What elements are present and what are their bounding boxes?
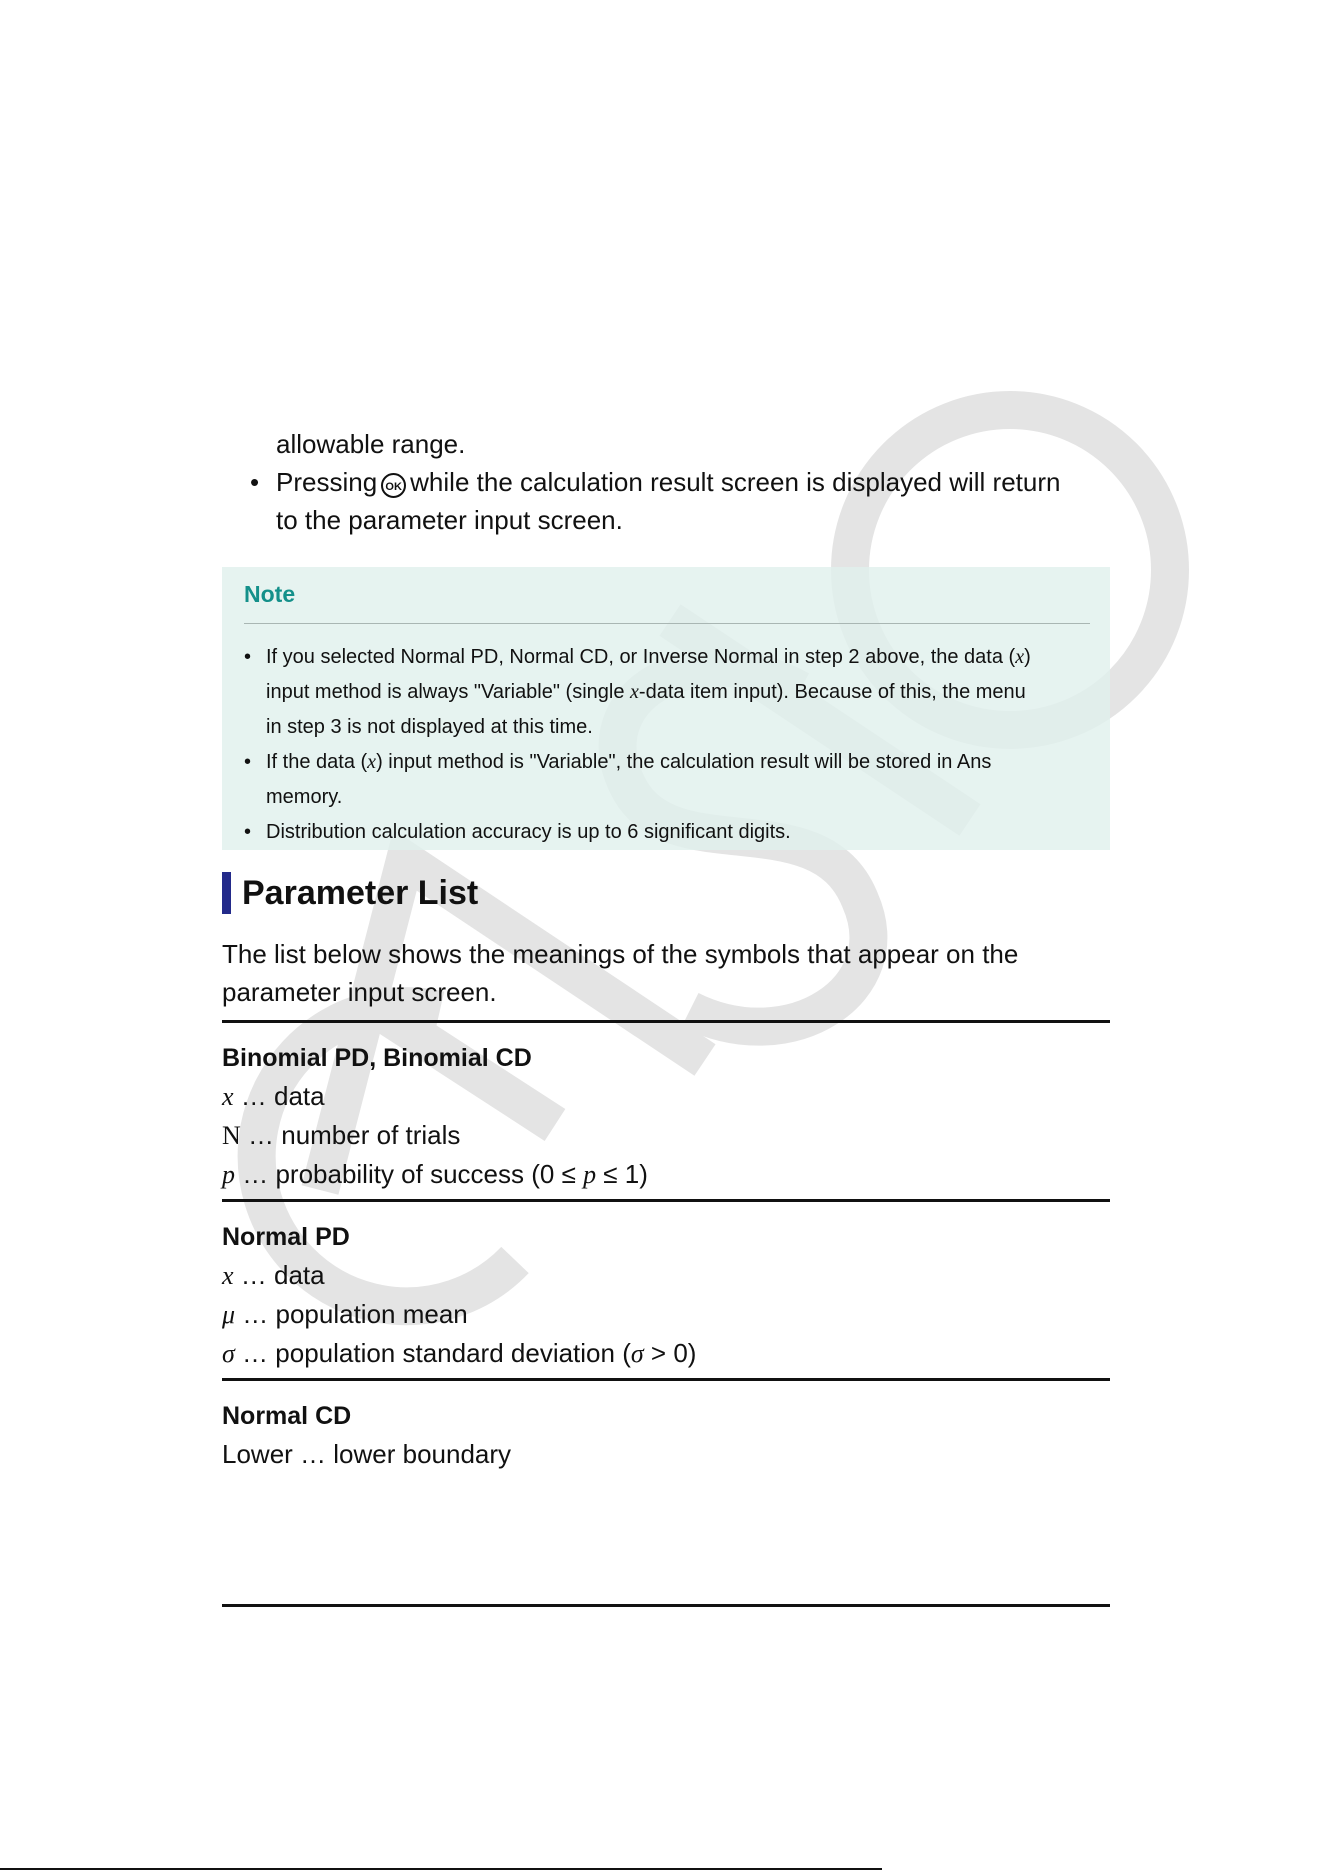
note-title: Note: [244, 581, 296, 607]
note-text: ) input method is "Variable", the calculation result will be stored in Ans: [376, 751, 992, 773]
bullet-text: Pressing: [276, 467, 378, 497]
math-var: p: [583, 1160, 597, 1189]
math-var: μ: [222, 1300, 236, 1329]
note-text: memory.: [266, 786, 343, 808]
heading-accent-bar: [222, 872, 231, 914]
param-line: [222, 1295, 1110, 1334]
note-item: [244, 745, 1090, 815]
param-line: Lower … lower boundary: [222, 1439, 512, 1469]
math-var: σ: [630, 1339, 644, 1368]
bullet-dot: •: [244, 646, 252, 668]
param-line: [222, 1116, 1110, 1155]
param-group-binomial: [222, 1020, 1110, 1194]
note-text: If the data (: [266, 751, 368, 773]
note-item: [244, 640, 1090, 745]
note-divider: [244, 623, 1090, 624]
param-group-title: Normal PD: [222, 1223, 350, 1251]
param-line: [222, 1077, 1110, 1116]
param-desc: … data: [233, 1260, 325, 1290]
param-desc: … population standard deviation (: [234, 1338, 631, 1368]
param-desc: … number of trials: [240, 1120, 461, 1150]
intro-paragraph: The list below shows the meanings of the symbols that appear on the parameter input screen.: [222, 939, 1019, 1007]
math-var: x: [222, 1261, 234, 1290]
param-desc: > 0): [643, 1338, 697, 1368]
param-group-normal-pd: [222, 1199, 1110, 1373]
math-var: σ: [222, 1339, 235, 1368]
param-desc: ≤ 1): [596, 1159, 648, 1189]
bullet-dot: •: [244, 751, 252, 773]
note-box: [222, 567, 1110, 850]
math-var: x: [1015, 646, 1025, 668]
param-line: [222, 1256, 1110, 1295]
bullet-text: to the parameter input screen.: [276, 505, 623, 535]
param-desc: … data: [233, 1081, 325, 1111]
param-group-title: Binomial PD, Binomial CD: [222, 1044, 532, 1072]
note-text: If you selected Normal PD, Normal CD, or Inverse Normal in step 2 above, the data (: [266, 646, 1016, 668]
bullet-text: allowable range.: [276, 429, 466, 459]
bullet-text: while the calculation result screen is displayed will return: [410, 467, 1061, 497]
note-text: ): [1024, 646, 1031, 668]
table-end-rule: [222, 1604, 1110, 1607]
heading-text: Parameter List: [242, 874, 479, 912]
bullet-continuation: [250, 425, 1110, 463]
bullet-item: [250, 463, 1110, 501]
param-group-title: Normal CD: [222, 1402, 352, 1430]
bullet-dot: •: [250, 467, 260, 497]
note-text: in step 3 is not displayed at this time.: [266, 716, 593, 738]
note-text: -data item input). Because of this, the menu: [638, 681, 1026, 703]
param-line: [222, 1155, 1110, 1194]
bullet-continuation: [250, 501, 1110, 539]
section-heading: [222, 870, 1110, 916]
note-list: [244, 640, 1090, 850]
math-var: x: [222, 1082, 234, 1111]
param-desc: … probability of success (0 ≤: [235, 1159, 584, 1189]
param-desc: … population mean: [235, 1299, 468, 1329]
param-line: [222, 1334, 1110, 1373]
note-text: Distribution calculation accuracy is up to 6 significant digits.: [266, 821, 791, 843]
footer-rule: [0, 1868, 882, 1870]
param-group-normal-cd: [222, 1378, 1110, 1473]
bullet-dot: •: [244, 821, 252, 843]
bullet-list: [250, 425, 1110, 539]
math-var: x: [367, 751, 377, 773]
math-var: p: [222, 1160, 235, 1189]
math-var: x: [630, 681, 639, 703]
note-text: input method is always "Variable" (single: [266, 681, 631, 703]
ok-key-icon: OK: [381, 473, 406, 498]
note-item: [244, 815, 1090, 850]
math-var: N: [222, 1121, 241, 1150]
